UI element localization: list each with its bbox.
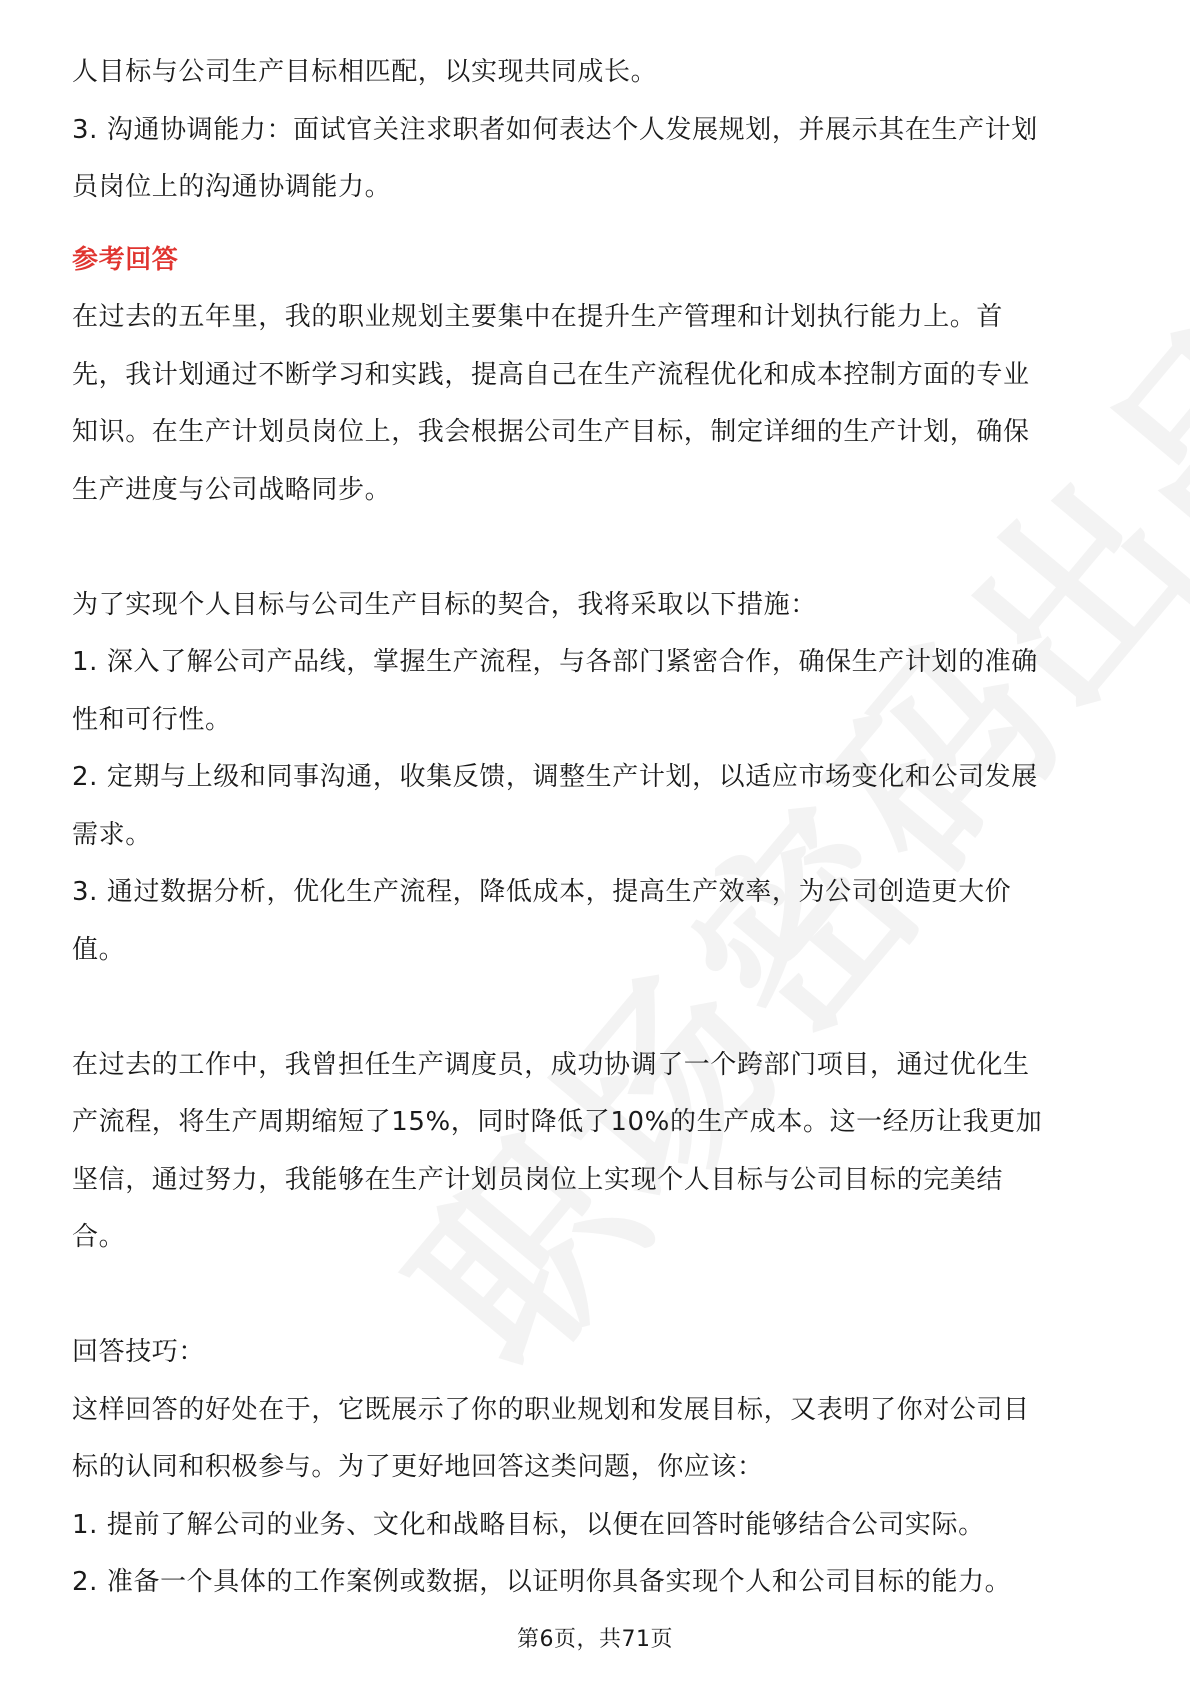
text-line: 这样回答的好处在于，它既展示了你的职业规划和发展目标，又表明了你对公司目	[72, 1394, 1030, 1425]
section-heading: 参考回答	[72, 244, 179, 275]
text-line: 生产进度与公司战略同步。	[72, 474, 392, 505]
tips-heading: 回答技巧：	[72, 1337, 206, 1367]
text-line: 为了实现个人目标与公司生产目标的契合，我将采取以下措施：	[72, 589, 817, 620]
text-line: 先，我计划通过不断学习和实践，提高自己在生产流程优化和成本控制方面的专业	[72, 359, 1030, 390]
list-item: 2. 定期与上级和同事沟通，收集反馈，调整生产计划，以适应市场变化和公司发展	[72, 762, 1038, 792]
list-item: 1. 深入了解公司产品线，掌握生产流程，与各部门紧密合作，确保生产计划的准确	[72, 647, 1038, 677]
list-item: 3. 通过数据分析，优化生产流程，降低成本，提高生产效率，为公司创造更大价	[72, 877, 1012, 907]
list-item: 2. 准备一个具体的工作案例或数据，以证明你具备实现个人和公司目标的能力。	[72, 1567, 1012, 1597]
text-line: 合。	[72, 1222, 126, 1252]
text-line: 标的认同和积极参与。为了更好地回答这类问题，你应该：	[72, 1452, 764, 1482]
list-item: 1. 提前了解公司的业务、文化和战略目标，以便在回答时能够结合公司实际。	[72, 1509, 985, 1540]
text-line: 产流程，将生产周期缩短了15%，同时降低了10%的生产成本。这一经历让我更加	[72, 1107, 1043, 1137]
text-line: 在过去的五年里，我的职业规划主要集中在提升生产管理和计划执行能力上。首	[72, 302, 1004, 332]
text-line: 知识。在生产计划员岗位上，我会根据公司生产目标，制定详细的生产计划，确保	[72, 417, 1030, 447]
text-line: 坚信，通过努力，我能够在生产计划员岗位上实现个人目标与公司目标的完美结	[72, 1164, 1004, 1195]
page-number: 第6页，共71页	[517, 1627, 673, 1652]
list-item: 3. 沟通协调能力：面试官关注求职者如何表达个人发展规划，并展示其在生产计划	[72, 114, 1038, 145]
text-line: 值。	[72, 934, 126, 965]
text-line: 在过去的工作中，我曾担任生产调度员，成功协调了一个跨部门项目，通过优化生	[72, 1049, 1030, 1080]
text-line: 需求。	[72, 819, 152, 850]
page-content	[72, 44, 1118, 1612]
text-line: 性和可行性。	[72, 704, 232, 735]
text-line: 员岗位上的沟通协调能力。	[72, 172, 392, 202]
text-line: 人目标与公司生产目标相匹配，以实现共同成长。	[72, 57, 658, 87]
